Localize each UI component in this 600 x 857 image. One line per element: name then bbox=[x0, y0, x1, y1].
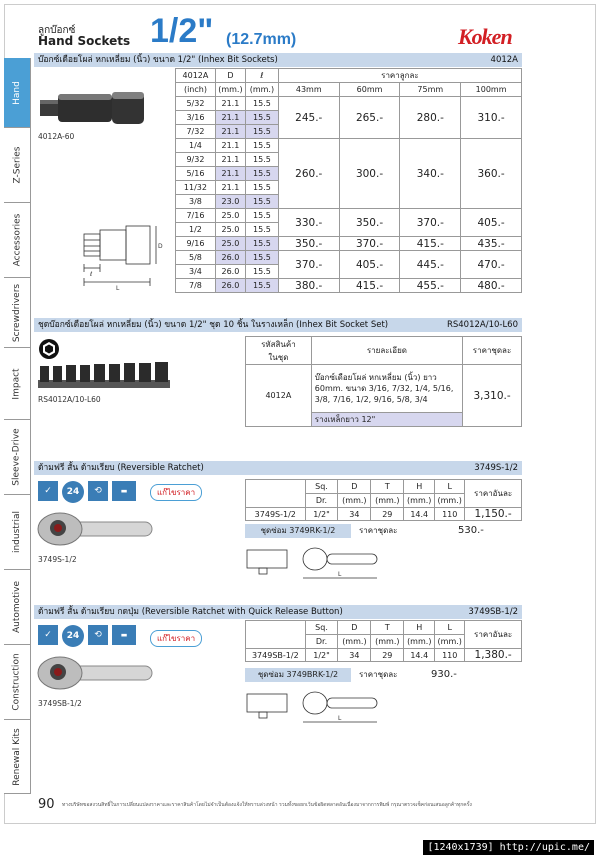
col-set-price: ราคาชุดละ bbox=[463, 337, 522, 365]
tab-construction[interactable]: Construction bbox=[4, 645, 30, 720]
section2-code: RS4012A/10-L60 bbox=[446, 320, 518, 330]
tab-screwdrivers[interactable]: Screwdrivers bbox=[4, 278, 30, 348]
col-model: 4012A bbox=[176, 69, 216, 83]
ratchet-image bbox=[36, 508, 156, 552]
table-row: 3/4 26.0 15.5 bbox=[176, 265, 522, 279]
ratchet-table: Sq. D T H L ราคาอันละ Dr. (mm.) (mm.) (mm.) (mm.) 3749S-1/2 1/2" 34 29 14.4 110 1,150.- bbox=[245, 479, 522, 521]
teeth-count-icon: 24 bbox=[62, 625, 84, 647]
footer-note: ทางบริษัทขอสงวนสิทธิ์ในการเปลี่ยนแปลงราคาและราคาสินค้าโดยไม่จำเป็นต้องแจ้งให้ทราบล่วงหน้า รวมทั้งขอยกเว้นข้อผิดพลาดอันเนื่องมาจากการพิมพ์ กรุณาตรวจเช็คก่อนเสนอลูกค้าทุกครั้ง bbox=[62, 802, 472, 808]
watermark: [1240x1739] http://upic.me/ bbox=[423, 840, 594, 855]
bit-set-image bbox=[38, 360, 170, 392]
section2-caption: RS4012A/10-L60 bbox=[38, 395, 101, 404]
table-row: 3749S-1/2 1/2" 34 29 14.4 110 1,150.- bbox=[246, 508, 522, 521]
header-size: 1/2" bbox=[150, 12, 214, 50]
page-number: 90 bbox=[38, 797, 55, 812]
col-43: 43mm bbox=[278, 83, 339, 97]
inhex-socket-table bbox=[175, 68, 522, 293]
ratchet-feature-icon: ✓ bbox=[38, 481, 58, 501]
section3-code: 3749S-1/2 bbox=[474, 463, 518, 473]
angle-feature-icon: ⟲ bbox=[88, 481, 108, 501]
section3-repair-row: ชุดซ่อม 3749RK-1/2 ราคาชุดละ 530.- bbox=[245, 524, 522, 538]
header-title-en: Hand Sockets bbox=[38, 34, 131, 48]
col-detail: รายละเอียด bbox=[311, 337, 462, 365]
section4-code: 3749SB-1/2 bbox=[468, 607, 518, 617]
ratchet-feature-icon: ✓ bbox=[38, 625, 58, 645]
section3-title: ด้ามฟรี สั้น ด้ามเรียบ (Reversible Ratchet) bbox=[38, 463, 204, 473]
table-row: 1/2 25.0 15.5 bbox=[176, 223, 522, 237]
section2-title: ชุดบ๊อกซ์เดือยโผล่ หกเหลี่ยม (นิ้ว) ขนาด 1/2" ชุด 10 ชิ้น ในรางเหล็ก (Inhex Bit Socket Set) bbox=[38, 320, 389, 330]
col-d-unit: (mm.) bbox=[215, 83, 245, 97]
svg-text:D: D bbox=[158, 243, 163, 250]
teeth-count-icon: 24 bbox=[62, 481, 84, 503]
col-model-unit: (inch) bbox=[176, 83, 216, 97]
set-price: 3,310.- bbox=[463, 365, 522, 427]
section4-title: ด้ามฟรี สั้น ด้ามเรียบ กดปุ่ม (Reversible Ratchet with Quick Release Button) bbox=[38, 607, 343, 617]
col-100: 100mm bbox=[461, 83, 522, 97]
section4-price-badge: แก๊ไขราคา bbox=[150, 630, 202, 647]
svg-text:L: L bbox=[338, 571, 342, 578]
table-row: 9/32 21.1 15.5 bbox=[176, 153, 522, 167]
quick-release-ratchet-table: Sq. D T H L ราคาอันละ Dr. (mm.) (mm.) (mm.) (mm.) 3749SB-1/2 1/2" 34 29 14.4 110 1,380.- bbox=[245, 620, 522, 662]
inhex-socket-image bbox=[38, 88, 150, 128]
section1-bar bbox=[34, 53, 522, 67]
bit-set-table bbox=[245, 336, 522, 427]
tab-z-series[interactable]: Z-Series bbox=[4, 128, 30, 203]
table-row: 5/32 21.1 15.5 245.- 265.- 280.- 310.- bbox=[176, 97, 522, 111]
col-l-unit: (mm.) bbox=[245, 83, 278, 97]
set-detail: บ๊อกซ์เดือยโผล่ หกเหลี่ยม (นิ้ว) ยาว 60mm. ขนาด 3/16, 7/32, 1/4, 5/16, 3/8, 7/16, 1/2, 9/16, 5/8, 3/4 bbox=[311, 365, 462, 413]
table-row: 1/4 21.1 15.5 260.- 300.- 340.- 360.- bbox=[176, 139, 522, 153]
set-rail: รางเหล็กยาว 12" bbox=[311, 413, 462, 427]
col-d: D bbox=[215, 69, 245, 83]
header-size-mm: (12.7mm) bbox=[226, 31, 297, 48]
col-ratchet-price: ราคาอันละ bbox=[465, 621, 522, 649]
col-set-model: รหัสสินค้า ในชุด bbox=[246, 337, 312, 365]
col-60: 60mm bbox=[339, 83, 400, 97]
brand-logo: Koken bbox=[458, 24, 512, 49]
set-model: 4012A bbox=[246, 365, 312, 427]
table-row: 7/32 21.1 15.5 bbox=[176, 125, 522, 139]
svg-text:ℓ: ℓ bbox=[90, 271, 93, 278]
header-title-th: ลูกบ๊อกซ์ bbox=[38, 25, 76, 36]
col-75: 75mm bbox=[400, 83, 461, 97]
section4-repair-row: ชุดซ่อม 3749BRK-1/2 ราคาชุดละ 930.- bbox=[245, 668, 522, 682]
section3-bar bbox=[34, 461, 522, 475]
section3-price-badge: แก๊ไขราคา bbox=[150, 484, 202, 501]
svg-text:L: L bbox=[116, 285, 120, 292]
table-row: 7/16 25.0 15.5 330.- 350.- 370.- 405.- bbox=[176, 209, 522, 223]
col-ratchet-price: ราคาอันละ bbox=[465, 480, 522, 508]
quick-release-ratchet-diagram bbox=[245, 688, 385, 728]
spec-feature-icon: ▬ bbox=[112, 625, 136, 645]
angle-feature-icon: ⟲ bbox=[88, 625, 108, 645]
table-row: 5/16 21.1 15.5 bbox=[176, 167, 522, 181]
section3-caption: 3749S-1/2 bbox=[38, 555, 77, 564]
table-row: 11/32 21.1 15.5 bbox=[176, 181, 522, 195]
table-row: 5/8 26.0 15.5 370.- 405.- 445.- 470.- bbox=[176, 251, 522, 265]
side-tabs bbox=[4, 58, 30, 794]
tab-automotive[interactable]: Automotive bbox=[4, 570, 30, 645]
tabs-divider bbox=[30, 58, 31, 794]
svg-text:L: L bbox=[338, 715, 342, 722]
table-row: 3749SB-1/2 1/2" 34 29 14.4 110 1,380.- bbox=[246, 649, 522, 662]
ratchet-diagram bbox=[245, 544, 385, 584]
tab-accessories[interactable]: Accessories bbox=[4, 203, 30, 278]
spec-feature-icon: ▬ bbox=[112, 481, 136, 501]
quick-release-ratchet-image bbox=[36, 652, 156, 696]
hexagon-icon bbox=[38, 338, 60, 360]
section1-title: บ๊อกซ์เดือยโผล่ หกเหลี่ยม (นิ้ว) ขนาด 1/2" (Inhex Bit Sockets) bbox=[38, 55, 278, 65]
tab-hand[interactable]: Hand bbox=[4, 58, 30, 128]
table-row: 9/16 25.0 15.5 350.- 370.- 415.- 435.- bbox=[176, 237, 522, 251]
section2-bar bbox=[34, 318, 522, 332]
col-l: ℓ bbox=[245, 69, 278, 83]
section1-caption: 4012A-60 bbox=[38, 132, 75, 141]
section1-code: 4012A bbox=[490, 55, 518, 65]
col-price-group: ราคาลูกละ bbox=[278, 69, 521, 83]
tab-sleeve-drive[interactable]: Sleeve-Drive bbox=[4, 420, 30, 495]
section4-bar bbox=[34, 605, 522, 619]
table-row: 3/8 23.0 15.5 bbox=[176, 195, 522, 209]
section4-caption: 3749SB-1/2 bbox=[38, 699, 82, 708]
tab-industrial[interactable]: industrial bbox=[4, 495, 30, 570]
table-row: 3/16 21.1 15.5 bbox=[176, 111, 522, 125]
tab-impact[interactable]: Impact bbox=[4, 348, 30, 420]
tab-renewal-kits[interactable]: Renewal Kits bbox=[4, 720, 30, 794]
inhex-socket-diagram bbox=[76, 220, 166, 292]
table-row: 7/8 26.0 15.5 380.- 415.- 455.- 480.- bbox=[176, 279, 522, 293]
